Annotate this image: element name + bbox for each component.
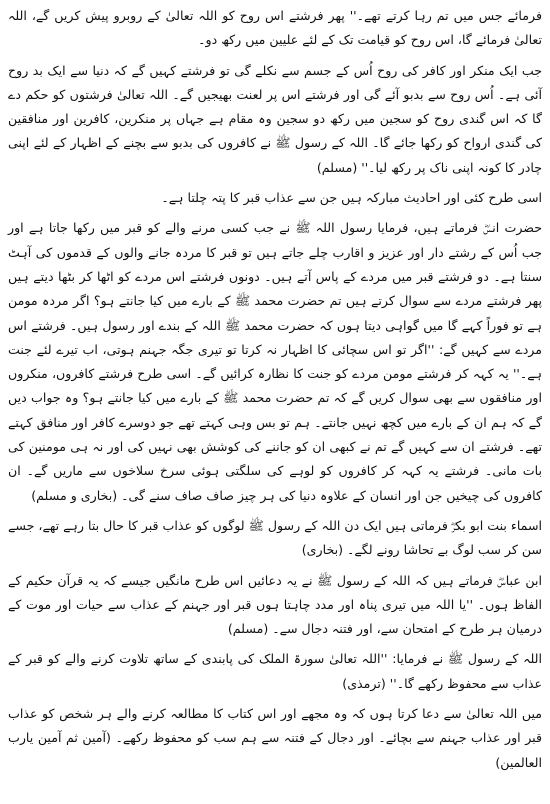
paragraph-closing-dua: میں اللہ تعالیٰ سے دعا کرتا ہوں کہ وہ مجھے اور اس کتاب کا مطالعہ کرنے والے ہر شخص کو عذاب قبر اور عذاب جہنم سے بچائے۔ اور دجال کے فتنہ سے ہم سب کو محفوظ رکھے۔ (آمین ثم آمین یارب العالمین) bbox=[8, 706, 542, 770]
paragraph-hadith-anas: حضرت انسؓ فرماتے ہیں، فرمایا رسول اللہ ﷺ نے جب کسی مرنے والے کو قبر میں رکھا جاتا ہے اور جب اُس کے رشتے دار اور عزیز و اقارب چلے جاتے ہیں تو قبر کا مردہ جانے والوں کے قدموں کی آہٹ سنتا ہے۔ دو فرشتے قبر میں مردے کے پاس آتے ہیں۔ دونوں فرشتے اس مردے کو اٹھا کر بٹھا دیتے ہیں پھر فرشتے مردے سے سوال کرتے ہیں تم حضرت محمد ﷺ کے بارے میں کیا جانتے ہو؟ اگر مردہ مومن ہے تو فوراً کہے گا میں گواہی دیتا ہوں کہ حضرت محمد ﷺ اللہ کے بندے اور رسول ہیں۔ فرشتے اس مردے سے کہیں گے: ''اگر تو اس سچائی کا اظہار نہ کرتا تو تیری جگہ جہنم ہوتی، اب تیرے لئے جنت ہے۔'' یہ کہہ کر فرشتے مومن مردے کو جنت کا نظارہ کرائیں گے۔ اسی طرح فرشتے کافروں، منکروں اور منافقوں سے بھی سوال کریں گے کہ تم حضرت محمد ﷺ کے بارے میں کیا جانتے ہو؟ وہ جواب دیں گے کہ ہم ان کے بارے میں کچھ نہیں جانتے۔ ہم تو بس وہی کہتے تھے جو دوسرے کافر اور منافق کہتے تھے۔ فرشتے ان سے کہیں گے تم نے کبھی ان کو جاننے کی کوشش بھی نہیں کی اور نہ ہی مومنین کی بات مانی۔ فرشتے یہ کہہ کر کافروں کو لوہے کی سلگتی ہوئی سرخ سلاخوں سے ماریں گے۔ ان کافروں کی چیخیں جن اور انسان کے علاوہ دنیا کی ہر چیز صاف صاف سنے گی۔ (بخاری و مسلم) bbox=[8, 220, 542, 503]
paragraph-hadith-asma: اسماء بنت ابو بکرؓ فرماتی ہیں ایک دن اللہ کے رسول ﷺ لوگوں کو عذاب قبر کا حال بتا رہے تھے، جسے سن کر سب لوگ بے تحاشا رونے لگے۔ (بخاری) bbox=[8, 517, 542, 558]
paragraph-soul-of-believer: فرمائے جس میں تم رہا کرتے تھے۔'' پھر فرشتے اس روح کو اللہ تعالیٰ کے روبرو پیش کریں گے، اللہ تعالیٰ فرمائے گا، اس روح کو قیامت تک کے لئے علیین میں رکھ دو۔ bbox=[8, 8, 542, 48]
paragraph-other-hadith: اسی طرح کئی اور احادیث مبارکہ ہیں جن سے عذاب قبر کا پتہ چلتا ہے۔ bbox=[161, 190, 542, 206]
paragraph-soul-of-disbeliever: جب ایک منکر اور کافر کی روح اُس کے جسم سے نکلے گی تو فرشتے کہیں گے کہ دنیا سے ایک بد روح آئی ہے۔ اُس روح سے بدبو آئے گی اور فرشتے اس پر لعنت بھیجیں گے۔ اللہ تعالیٰ فرشتوں کو حکم دے گا کہ اس گندی روح کو سجین میں رکھ دو سجین وہ مقام ہے جہاں پر منکرین، کافرین اور منافقین کی گندی ارواح کو رکھا جائے گا۔ اللہ کے رسول ﷺ نے کافروں کی بدبو سے بچنے کے اظہار کے لئے اپنی چادر کا کونہ اپنی ناک پر رکھ لیا۔'' (مسلم) bbox=[8, 62, 542, 175]
paragraph-surah-al-mulk: اللہ کے رسول ﷺ نے فرمایا: ''اللہ تعالیٰ سورۃ الملک کی پابندی کے ساتھ تلاوت کرنے والے کو قبر کے عذاب سے محفوظ رکھے گا۔'' (ترمذی) bbox=[8, 651, 542, 691]
paragraph-hadith-ibn-abbas: ابن عباسؓ فرماتے ہیں کہ اللہ کے رسول ﷺ نے یہ دعائیں اس طرح مانگیں جیسے کہ یہ قرآن حکیم کے الفاظ ہوں۔ ''یا اللہ میں تیری پناہ اور مدد چاہتا ہوں قبر اور جہنم کے عذاب سے حیات اور موت کے درمیان ہر طرح کے امتحان سے، اور فتنہ دجال سے۔ (مسلم) bbox=[8, 572, 542, 637]
